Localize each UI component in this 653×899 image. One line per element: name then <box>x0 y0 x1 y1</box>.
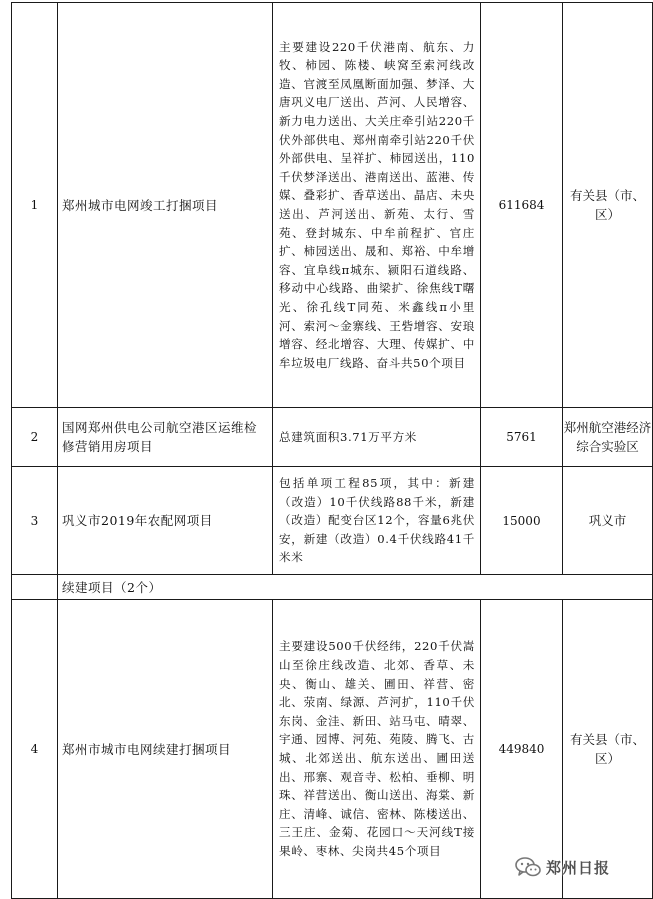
row-number: 3 <box>12 467 58 575</box>
section-label: 续建项目（2个） <box>58 575 653 600</box>
project-name: 国网郑州供电公司航空港区运维检修营销用房项目 <box>58 408 273 467</box>
project-name: 郑州城市电网竣工打捆项目 <box>58 3 273 408</box>
watermark <box>514 852 610 882</box>
project-content: 总建筑面积3.71万平方米 <box>273 408 481 467</box>
project-location: 巩义市 <box>563 467 653 575</box>
row-number: 2 <box>12 408 58 467</box>
table-row <box>12 467 653 575</box>
table-row <box>12 3 653 408</box>
investment-amount: 15000 <box>481 467 563 575</box>
row-number: 4 <box>12 600 58 899</box>
watermark-text: 郑州日报 <box>546 858 611 877</box>
project-content: 主要建设220千伏港南、航东、力牧、柿园、陈楼、峡窝至索河线改造、官渡至凤凰断面加强、梦泽、大唐巩义电厂送出、芦河、人民增容、新力电力送出、大关庄牵引站220千伏外部供电、郑州南牵引站220千伏外部供电、呈祥扩、柿园送出，110千伏梦泽送出、港南送出、蓝港、传媒、叠彩扩、香草送出、晶店、未央送出、芦河送出、新苑、太行、雪苑、登封城东、中牟前程扩、官庄扩、柿园送出、晟和、郑裕、中牟增容、宜阜线π城东、颍阳石道线路、移动中心线路、曲梁扩、徐焦线T曙光、徐孔线T同苑、米鑫线π小里河、索河～金寨线、王砦增容、安琅增容、经北增容、大理、传媒扩、中牟垃圾电厂线路、奋斗共50个项目 <box>273 3 481 408</box>
section-number-cell <box>12 575 58 600</box>
project-location: 有关县（市、区） <box>563 600 653 899</box>
investment-amount: 449840 <box>481 600 563 899</box>
project-content: 主要建设500千伏经纬，220千伏嵩山至徐庄线改造、北郊、香草、未央、衡山、雄关、圃田、祥营、密北、荥南、绿源、芦河扩，110千伏东岗、金洼、新田、站马屯、晴翠、宇通、园博、河苑、苑陵、腾飞、古城、北郊送出、航东送出、圃田送出、邢寨、观音寺、松柏、垂柳、明珠、祥营送出、衡山送出、海棠、新庄、清峰、诚信、密林、陈楼送出、三王庄、金菊、花园口～天河线T接果岭、枣林、尖岗共45个项目 <box>273 600 481 899</box>
row-number: 1 <box>12 3 58 408</box>
section-row <box>12 575 653 600</box>
project-name: 郑州市城市电网续建打捆项目 <box>58 600 273 899</box>
project-content: 包括单项工程85项，其中：新建（改造）10千伏线路88千米，新建（改造）配变台区12个，容量6兆伏安，新建（改造）0.4千伏线路41千米米 <box>273 467 481 575</box>
project-location: 郑州航空港经济综合实验区 <box>563 408 653 467</box>
wechat-icon <box>514 856 542 878</box>
investment-amount: 5761 <box>481 408 563 467</box>
project-name: 巩义市2019年农配网项目 <box>58 467 273 575</box>
table-row <box>12 408 653 467</box>
investment-amount: 611684 <box>481 3 563 408</box>
project-location: 有关县（市、区） <box>563 3 653 408</box>
project-table <box>11 2 653 899</box>
